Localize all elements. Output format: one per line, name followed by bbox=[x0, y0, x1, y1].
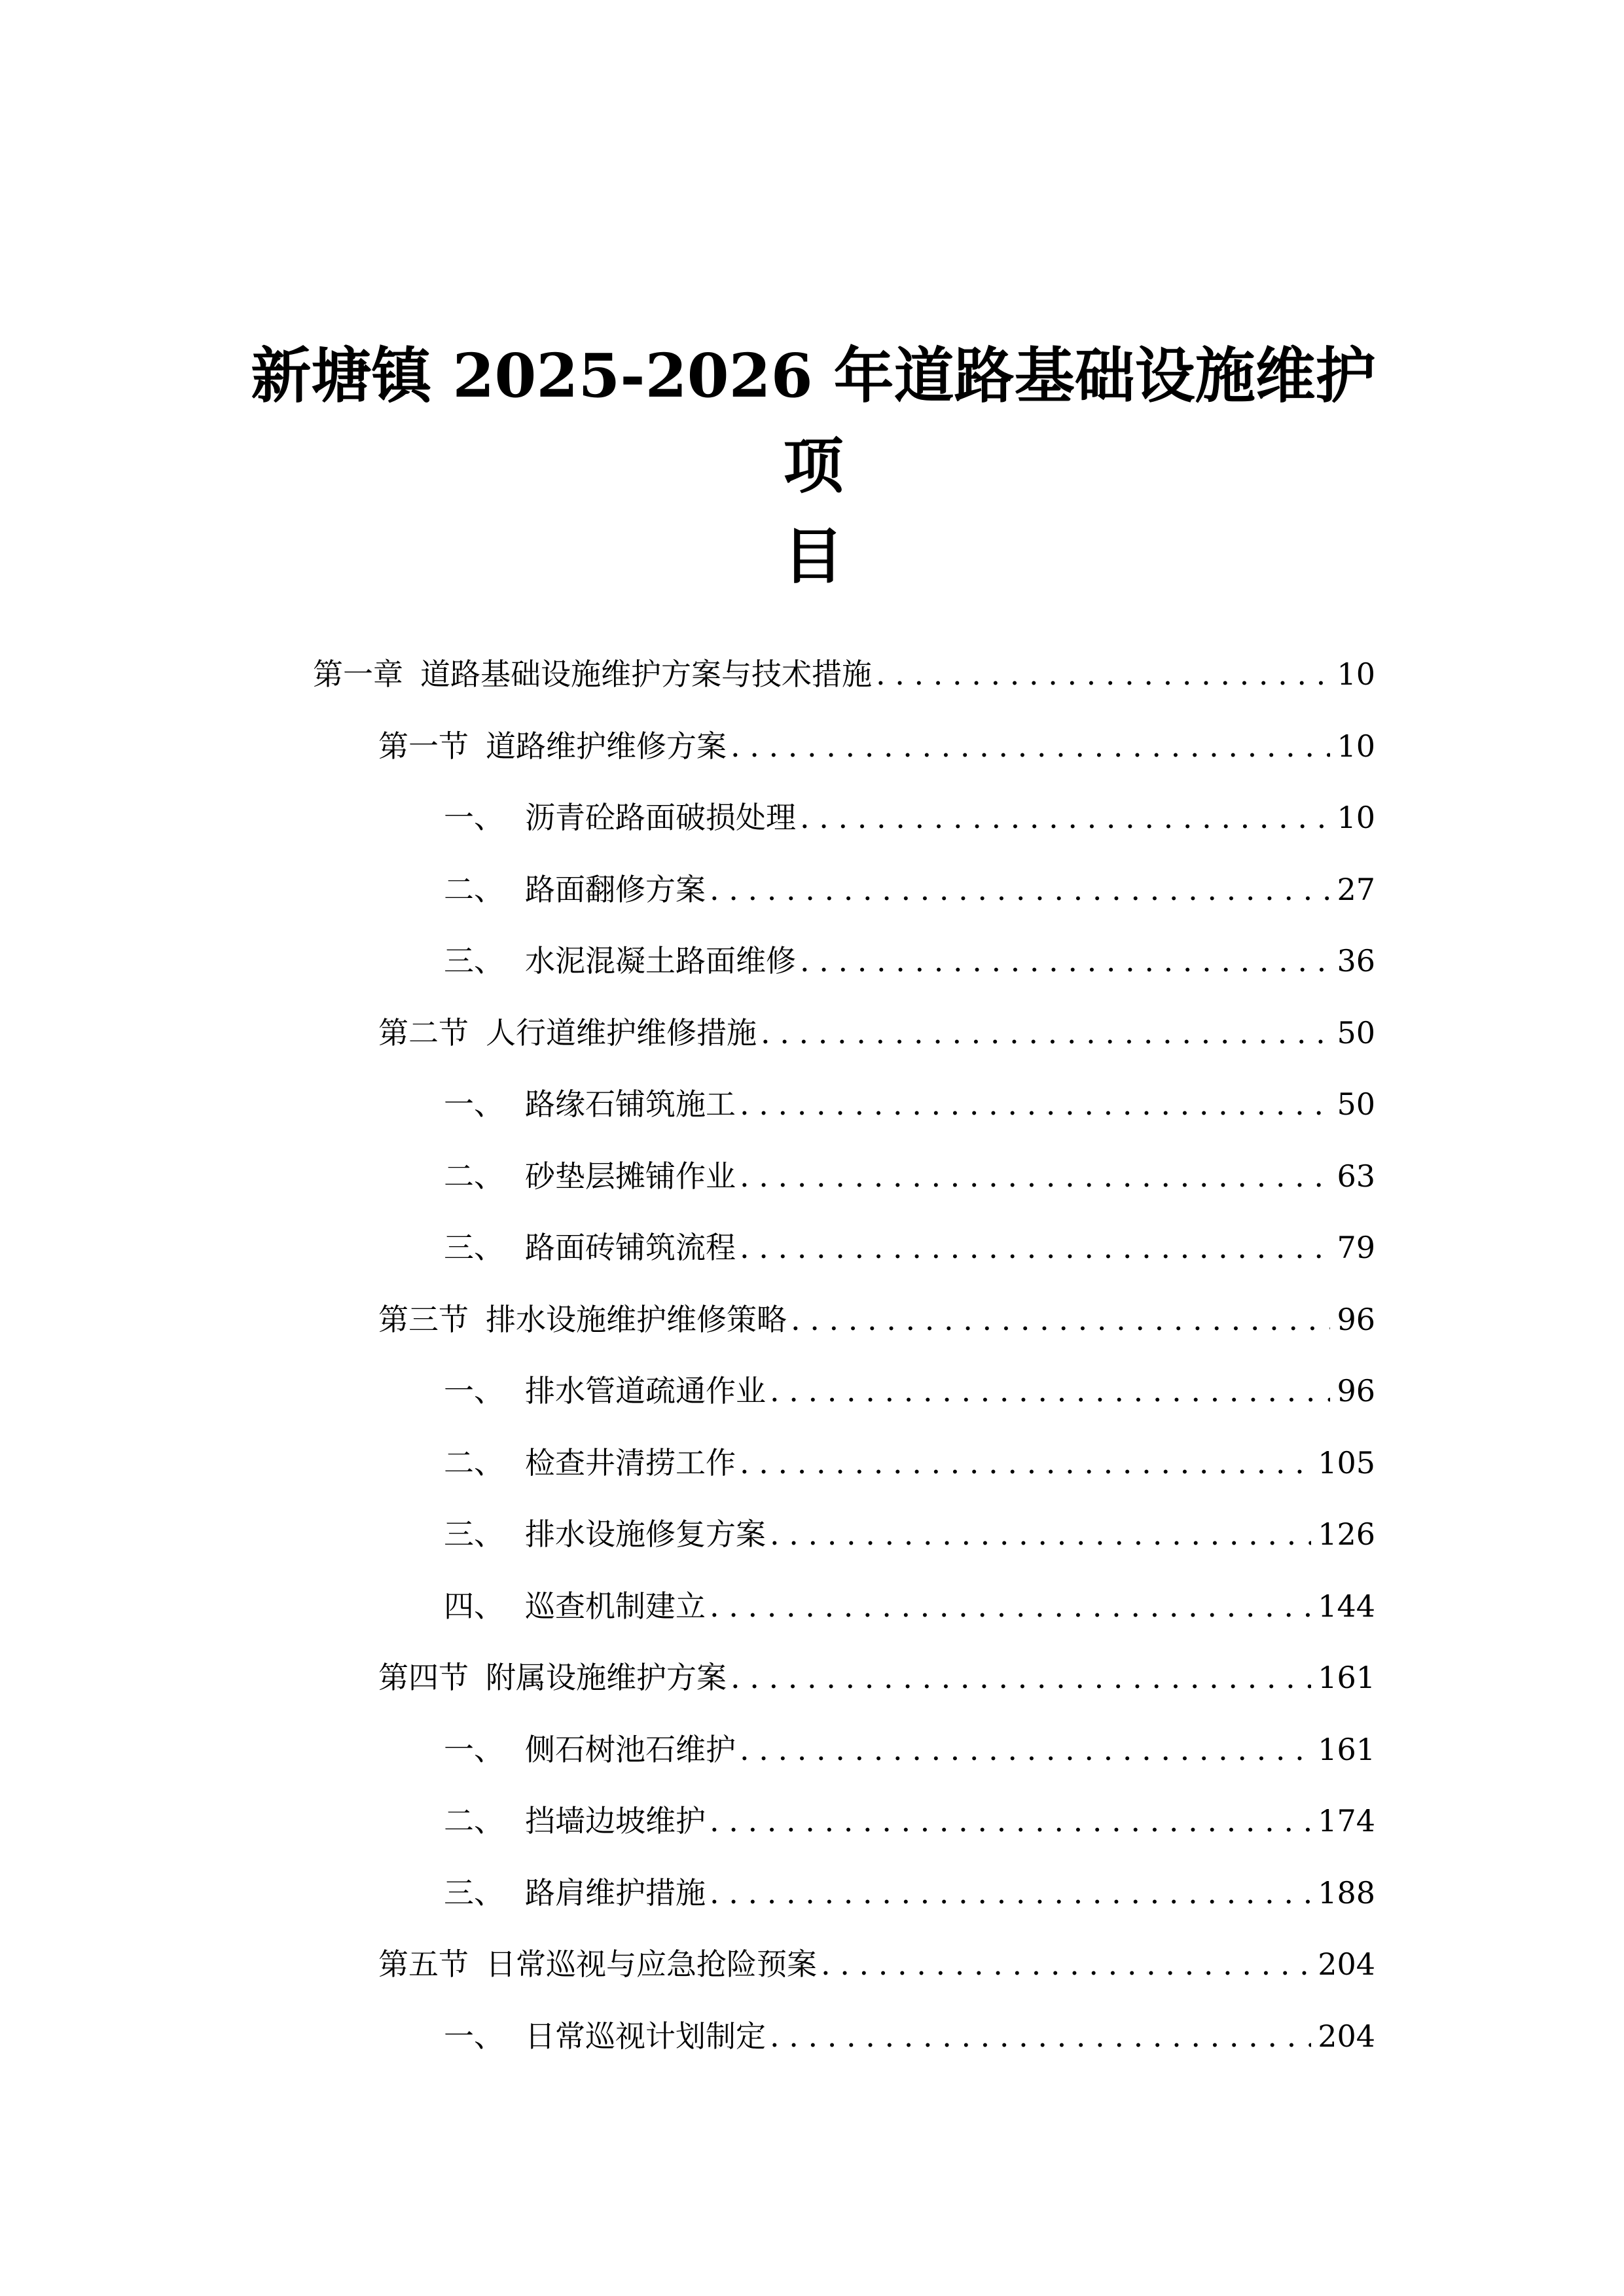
toc-entry-title: 挡墙边坡维护 bbox=[525, 1803, 706, 1839]
toc-dot-leader bbox=[710, 870, 1330, 909]
toc-entry-number: 三、 bbox=[444, 943, 504, 978]
toc-entry[interactable] bbox=[444, 798, 1375, 837]
toc-entry-title: 附属设施维护方案 bbox=[486, 1660, 727, 1695]
toc-entry-number: 第一章 bbox=[313, 656, 403, 692]
toc-entry-page-number: 188 bbox=[1318, 1874, 1375, 1910]
toc-entry-page-number: 204 bbox=[1318, 2018, 1375, 2054]
toc-entry-title: 巡查机制建立 bbox=[525, 1588, 706, 1624]
toc-dot-leader bbox=[740, 1443, 1311, 1482]
toc-entry-page-number: 174 bbox=[1318, 1803, 1375, 1839]
toc-entry-page-number: 10 bbox=[1337, 728, 1375, 764]
toc-entry-number: 二、 bbox=[444, 1444, 504, 1480]
toc-entry-page-number: 105 bbox=[1318, 1444, 1375, 1480]
toc-entry-number: 第三节 bbox=[378, 1301, 469, 1337]
toc-entry-title: 水泥混凝土路面维修 bbox=[525, 943, 796, 978]
toc-entry-number: 一、 bbox=[444, 1373, 504, 1408]
toc-entry-title: 道路维护维修方案 bbox=[486, 728, 727, 764]
toc-entry[interactable] bbox=[444, 1515, 1375, 1554]
toc-entry[interactable] bbox=[444, 2017, 1375, 2056]
toc-entry[interactable] bbox=[444, 941, 1375, 980]
toc-dot-leader bbox=[740, 1730, 1311, 1769]
toc-entry-page-number: 63 bbox=[1337, 1158, 1375, 1194]
toc-entry-number: 二、 bbox=[444, 871, 504, 907]
document-title-line-2: 目 bbox=[783, 521, 844, 592]
toc-entry[interactable] bbox=[444, 1730, 1375, 1769]
toc-entry-number: 一、 bbox=[444, 800, 504, 835]
toc-dot-leader bbox=[770, 1371, 1330, 1410]
toc-entry-page-number: 27 bbox=[1337, 871, 1375, 907]
toc-entry-page-number: 79 bbox=[1337, 1230, 1375, 1265]
toc-entry-title: 路面翻修方案 bbox=[525, 871, 706, 907]
toc-entry-number: 三、 bbox=[444, 1230, 504, 1265]
toc-entry[interactable] bbox=[444, 1228, 1375, 1267]
toc-entry-title: 道路基础设施维护方案与技术措施 bbox=[420, 656, 872, 692]
toc-entry-page-number: 161 bbox=[1318, 1660, 1375, 1695]
toc-entry-title: 人行道维护维修措施 bbox=[486, 1014, 757, 1050]
toc-dot-leader bbox=[800, 798, 1330, 837]
toc-entry-page-number: 204 bbox=[1318, 1946, 1375, 1982]
toc-entry[interactable] bbox=[378, 1945, 1375, 1984]
toc-entry-number: 二、 bbox=[444, 1803, 504, 1839]
toc-entry-number: 第一节 bbox=[378, 728, 469, 764]
toc-entry-number: 一、 bbox=[444, 1731, 504, 1767]
toc-entry-number: 第五节 bbox=[378, 1946, 469, 1982]
toc-dot-leader bbox=[821, 1945, 1311, 1984]
toc-entry-number: 一、 bbox=[444, 2018, 504, 2054]
toc-dot-leader bbox=[740, 1228, 1330, 1267]
toc-entry-title: 检查井清捞工作 bbox=[525, 1444, 736, 1480]
toc-entry-page-number: 126 bbox=[1318, 1516, 1375, 1552]
toc-entry-page-number: 50 bbox=[1337, 1014, 1375, 1050]
toc-entry-number: 一、 bbox=[444, 1086, 504, 1122]
toc-dot-leader bbox=[876, 655, 1330, 694]
toc-entry-title: 日常巡视计划制定 bbox=[525, 2018, 766, 2054]
toc-entry[interactable] bbox=[444, 1157, 1375, 1196]
toc-entry[interactable] bbox=[378, 726, 1375, 766]
toc-entry-number: 二、 bbox=[444, 1158, 504, 1194]
toc-dot-leader bbox=[770, 2017, 1311, 2056]
toc-entry-page-number: 96 bbox=[1337, 1373, 1375, 1408]
document-title-line-1: 新塘镇 2025-2026 年道路基础设施维护项 bbox=[251, 340, 1376, 501]
toc-entry[interactable] bbox=[444, 1801, 1375, 1840]
toc-entry-page-number: 144 bbox=[1318, 1588, 1375, 1624]
toc-dot-leader bbox=[731, 1658, 1311, 1697]
toc-entry-title: 侧石树池石维护 bbox=[525, 1731, 736, 1767]
toc-entry-title: 路肩维护措施 bbox=[525, 1874, 706, 1910]
toc-entry[interactable] bbox=[313, 655, 1375, 694]
toc-entry-title: 沥青砼路面破损处理 bbox=[525, 800, 796, 835]
toc-dot-leader bbox=[740, 1157, 1330, 1196]
toc-dot-leader bbox=[731, 726, 1330, 766]
toc-entry-page-number: 36 bbox=[1337, 943, 1375, 978]
toc-entry-title: 路面砖铺筑流程 bbox=[525, 1230, 736, 1265]
toc-entry[interactable] bbox=[444, 1873, 1375, 1912]
toc-entry[interactable] bbox=[444, 1587, 1375, 1626]
toc-entry-page-number: 10 bbox=[1337, 800, 1375, 835]
toc-entry[interactable] bbox=[444, 1443, 1375, 1482]
toc-entry-page-number: 50 bbox=[1337, 1086, 1375, 1122]
toc-entry-page-number: 96 bbox=[1337, 1301, 1375, 1337]
toc-entry-page-number: 161 bbox=[1318, 1731, 1375, 1767]
toc-entry-number: 三、 bbox=[444, 1516, 504, 1552]
toc-dot-leader bbox=[740, 1085, 1330, 1124]
toc-entry[interactable] bbox=[444, 870, 1375, 909]
toc-entry[interactable] bbox=[378, 1013, 1375, 1052]
toc-entry-number: 第四节 bbox=[378, 1660, 469, 1695]
toc-entry-number: 四、 bbox=[444, 1588, 504, 1624]
toc-dot-leader bbox=[800, 941, 1330, 980]
toc-dot-leader bbox=[710, 1873, 1311, 1912]
toc-entry[interactable] bbox=[378, 1658, 1375, 1697]
toc-entry-number: 三、 bbox=[444, 1874, 504, 1910]
toc-entry-title: 日常巡视与应急抢险预案 bbox=[486, 1946, 817, 1982]
toc-dot-leader bbox=[710, 1587, 1311, 1626]
toc-entry-title: 排水管道疏通作业 bbox=[525, 1373, 766, 1408]
toc-entry-page-number: 10 bbox=[1337, 656, 1375, 692]
toc-entry[interactable] bbox=[378, 1300, 1375, 1339]
toc-dot-leader bbox=[791, 1300, 1330, 1339]
toc-dot-leader bbox=[770, 1515, 1311, 1554]
toc-entry[interactable] bbox=[444, 1085, 1375, 1124]
toc-entry-title: 排水设施维护维修策略 bbox=[486, 1301, 787, 1337]
toc-dot-leader bbox=[761, 1013, 1330, 1052]
toc-dot-leader bbox=[710, 1801, 1311, 1840]
document-title bbox=[249, 331, 1378, 601]
toc-entry[interactable] bbox=[444, 1371, 1375, 1410]
toc-entry-title: 路缘石铺筑施工 bbox=[525, 1086, 736, 1122]
toc-entry-title: 砂垫层摊铺作业 bbox=[525, 1158, 736, 1194]
toc-entry-number: 第二节 bbox=[378, 1014, 469, 1050]
toc-entry-title: 排水设施修复方案 bbox=[525, 1516, 766, 1552]
